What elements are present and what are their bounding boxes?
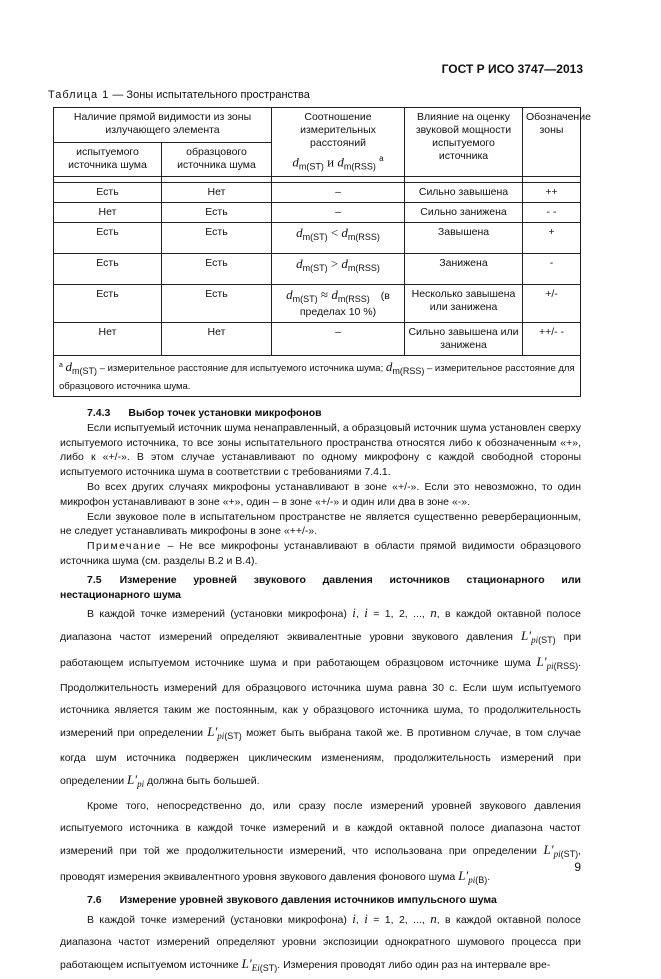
cell-ref: Нет bbox=[162, 183, 272, 203]
zones-table bbox=[53, 107, 591, 397]
paragraph: Во всех других случаях микрофоны устанавливают в зоне «+/-». Если это невозможно, то один микрофон устанавливают в зоне «+», один – в зоне «+/-» и один или два в зоне «-». bbox=[60, 480, 581, 508]
cell-test: Есть bbox=[54, 254, 162, 285]
table-row bbox=[54, 323, 581, 356]
cell-test: Есть bbox=[54, 183, 162, 203]
cell-ratio: $d_{m(ST)} \approx d_{m(RSS)}$ (в пределах 10 %) bbox=[272, 285, 405, 323]
cell-ref: Есть bbox=[162, 254, 272, 285]
table-caption bbox=[48, 89, 310, 101]
table-row bbox=[54, 183, 581, 203]
cell-zone: ++/- - bbox=[523, 323, 581, 356]
cell-zone: - - bbox=[523, 203, 581, 223]
cell-ratio: $d_{m(ST)} > d_{m(RSS)}$ bbox=[272, 254, 405, 285]
table-caption-label: Таблица 1 bbox=[48, 89, 110, 101]
cell-influence: Занижена bbox=[405, 254, 523, 285]
cell-ref: Есть bbox=[162, 223, 272, 254]
th-influence: Влияние на оценку звуковой мощности испытуемого источника bbox=[405, 108, 523, 177]
cell-ratio: $d_{m(ST)} < d_{m(RSS)}$ bbox=[272, 223, 405, 254]
cell-test: Нет bbox=[54, 323, 162, 356]
th-ref-source: образцового источника шума bbox=[162, 142, 272, 177]
table-row bbox=[54, 223, 581, 254]
table-footnote: $^а$ $d_{m(ST)}$ – измерительное расстояние для испытуемого источника шума; $d_{m(RSS)}$ – измерительное расстояние для образцового источника шума. bbox=[54, 356, 581, 397]
paragraph: Кроме того, непосредственно до, или сразу после измерений уровней звукового давления испытуемого источника в каждой точке измерений и в каждой октавной полосе диапазона частот измерений при той же продолжительности измерений, что использована при определении $L'_{pi(ST)}$, проводят измерения эквивалентного уровня звукового давления фонового шума $L'_{pi(B)}$. bbox=[60, 800, 582, 886]
cell-test: Нет bbox=[54, 203, 162, 223]
paragraph: Если звуковое поле в испытательном пространстве не является существенно реверберационным, не следует устанавливать микрофоны в зоне «++/-». bbox=[60, 510, 581, 538]
cell-ratio: – bbox=[272, 183, 405, 203]
cell-zone: - bbox=[523, 254, 581, 285]
th-ratio-formula: $d_{m(ST)}$ и $d_{m(RSS)}$ $^а$ bbox=[292, 154, 384, 172]
cell-zone: ++ bbox=[523, 183, 581, 203]
body-text bbox=[60, 404, 581, 979]
cell-ratio: – bbox=[272, 203, 405, 223]
th-test-source: испытуемого источника шума bbox=[54, 142, 162, 177]
paragraph: В каждой точке измерений (установки микрофона) i, i = 1, 2, ..., n, в каждой октавной полосе диапазона частот измерений определяют эквивалентные уровни звукового давления $L'_{pi(ST)}$ при работающем испытуемом источнике шума и при работающем образцовом источнике шума $L'_{pi(RSS)}$. Продолжительность измерений для образцового источника шума равна 30 с. Если шум испытуемого источника является таким же постоянным, как у образцового источника шума, то продолжительность измерений при определении $L'_{pi(ST)}$ может быть выбрана такой же. В противном случае, в том случае когда шум источника подвержен циклическим изменениям, продолжительность измерений при определении $L'_{pi}$ должна быть большей. bbox=[60, 605, 582, 790]
th-visibility: Наличие прямой видимости из зоны излучающего элемента bbox=[54, 108, 272, 143]
section-7-4-3-heading: 7.4.3 Выбор точек установки микрофонов bbox=[87, 407, 322, 419]
th-ratio bbox=[272, 108, 405, 177]
note: Примечание – Не все микрофоны устанавливают в области прямой видимости образцового источника шума (см. разделы В.2 и В.4). bbox=[60, 540, 582, 567]
page-number: 9 bbox=[574, 860, 581, 874]
cell-ref: Нет bbox=[162, 323, 272, 356]
cell-ref: Есть bbox=[162, 203, 272, 223]
th-zone: Обозначение зоны bbox=[523, 108, 581, 177]
cell-influence: Несколько завышена или занижена bbox=[405, 285, 523, 323]
cell-influence: Завышена bbox=[405, 223, 523, 254]
cell-influence: Сильно завышена или занижена bbox=[405, 323, 523, 356]
paragraph: В каждой точке измерений (установки микрофона) i, i = 1, 2, ..., n, в каждой октавной полосе диапазона частот измерений определяют уровни экспозиции однократного шумового процесса при работающем испытуемом источнике $L'_{Ei(ST)}$. Измерения проводят либо один раз на интервале вре- bbox=[60, 911, 581, 974]
standard-header: ГОСТ Р ИСО 3747—2013 bbox=[441, 62, 583, 76]
table-caption-text: — Зоны испытательного пространства bbox=[112, 89, 310, 101]
cell-zone: + bbox=[523, 223, 581, 254]
cell-ratio: – bbox=[272, 323, 405, 356]
table-row bbox=[54, 254, 581, 285]
section-7-6-heading: 7.6 Измерение уровней звукового давления источников импульсного шума bbox=[87, 894, 497, 907]
th-ratio-text: Соотношение измерительных расстояний bbox=[300, 111, 376, 149]
cell-influence: Сильно завышена bbox=[405, 183, 523, 203]
cell-influence: Сильно занижена bbox=[405, 203, 523, 223]
cell-test: Есть bbox=[54, 223, 162, 254]
cell-zone: +/- bbox=[523, 285, 581, 323]
cell-test: Есть bbox=[54, 285, 162, 323]
paragraph: Если испытуемый источник шума ненаправленный, а образцовый источник шума установлен сверху испытуемого источника, то все зоны испытательного пространства относятся либо к обозначенным «+», либо к «+/-». В этом случае устанавливают по одному микрофону с каждой свободной стороны испытуемого источника шума в соответствии с требованиями 7.4.1. bbox=[60, 421, 581, 479]
table-row bbox=[54, 203, 581, 223]
table-row bbox=[54, 285, 581, 323]
cell-ref: Есть bbox=[162, 285, 272, 323]
section-7-5-heading: 7.5 Измерение уровней звукового давления источников стационарного или нестационарного шума bbox=[60, 573, 581, 601]
